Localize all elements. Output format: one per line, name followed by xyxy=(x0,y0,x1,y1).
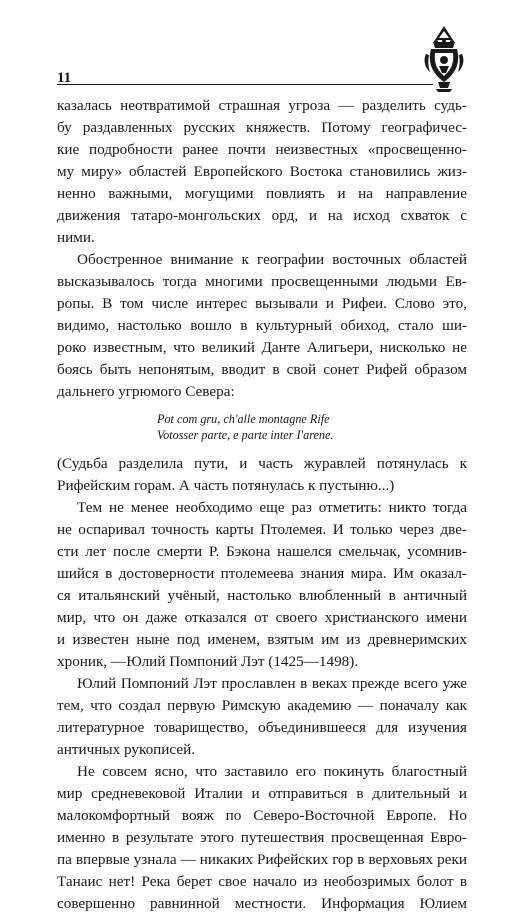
text-line: Рифейским горам. А часть потянулась к пустыню...) xyxy=(57,477,395,494)
text-line: казалась неотвратимой страшная угроза — разделить судь- xyxy=(57,97,467,114)
text-line: Не совсем ясно, что заставило его покинуть благостный xyxy=(77,763,467,780)
text-line: мир, что он даже отказался от своего христианского имени xyxy=(57,609,467,626)
text-line: па впервые узнала — никаких Рифейских гор в верховьях реки xyxy=(57,851,467,868)
paragraph-1 xyxy=(57,95,467,249)
text-line: му миру» областей Европейского Востока становились жиз- xyxy=(57,163,467,180)
text-line: бу раздавленных русских княжеств. Потому географичес- xyxy=(57,119,467,136)
paragraph-3 xyxy=(57,453,467,497)
text-line: шийся в достоверности птолемеева знания мира. Им оказал- xyxy=(57,565,467,582)
text-line: литературное товарищество, объединившееся для изучения xyxy=(57,719,467,736)
text-line: Тем не менее необходимо еще раз отметить: никто тогда xyxy=(77,499,467,516)
text-line: именно в результате этого путешествия просвещенная Евро- xyxy=(57,829,467,846)
text-line: ненно важными, могущими повлиять и на направление xyxy=(57,185,467,202)
text-line: сти лет после смерти Р. Бэкона нашелся смельчак, усомнив- xyxy=(57,543,467,560)
text-line: высказывалось тогда многими просвещенными людьми Ев- xyxy=(57,273,467,290)
publisher-emblem-icon xyxy=(422,24,466,94)
text-line: видимо, настолько вошло в культурный обиход, стало ши- xyxy=(57,317,467,334)
text-line: совершенно равнинной местности. Информация Юлием xyxy=(57,895,467,912)
text-line: роко известным, что великий Данте Алигьери, нисколько не xyxy=(57,339,467,356)
body-text xyxy=(57,95,467,915)
paragraph-4 xyxy=(57,497,467,673)
text-line: античных рукописей. xyxy=(57,741,196,758)
text-line: Обостренное внимание к географии восточных областей xyxy=(77,251,467,268)
text-line: движения татаро-монгольских орд, и на исход схваток с xyxy=(57,207,467,224)
text-line: и известен ныне под именем, взятым им из древнеримских xyxy=(57,631,467,648)
text-line: мир средневековой Италии и отправиться в длительный и xyxy=(57,785,467,802)
text-line: кие подробности ранее почти неизвестных «просвещенно- xyxy=(57,141,467,158)
text-line: тем, что создал первую Римскую академию — поначалу как xyxy=(57,697,467,714)
text-line: хроник, —Юлий Помпоний Лэт (1425—1498). xyxy=(57,653,359,670)
text-line: (Судьба разделила пути, и часть журавлей потянулась к xyxy=(57,455,467,472)
header-rule xyxy=(57,84,433,85)
page-number: 11 xyxy=(57,70,72,86)
text-line: ними. xyxy=(57,229,95,246)
text-line: ся итальянский учёный, настолько влюбленный в античный xyxy=(57,587,467,604)
text-line: не оспаривал точность карты Птолемея. И только через две- xyxy=(57,521,467,538)
verse-line: Votosser parte, e parte inter I'arene. xyxy=(157,428,334,442)
verse-line: Pot com gru, ch'alle montagne Rife xyxy=(157,412,330,426)
paragraph-2 xyxy=(57,249,467,403)
text-line: боясь быть непонятым, вводит в свой сонет Рифей образом xyxy=(57,361,467,378)
verse-quote xyxy=(157,411,467,443)
text-line: дальнего угрюмого Севера: xyxy=(57,383,235,400)
text-line: Танаис нет! Река берет свое начало из необозримых болот в xyxy=(57,873,467,890)
text-line: Юлий Помпоний Лэт прославлен в веках прежде всего уже xyxy=(77,675,467,692)
paragraph-6 xyxy=(57,761,467,915)
running-header xyxy=(57,64,433,88)
text-line: малокомфортный вояж по Северо-Восточной Европе. Но xyxy=(57,807,467,824)
paragraph-5 xyxy=(57,673,467,761)
text-line: ропы. В том числе интерес вызывали и Рифеи. Слово это, xyxy=(57,295,467,312)
